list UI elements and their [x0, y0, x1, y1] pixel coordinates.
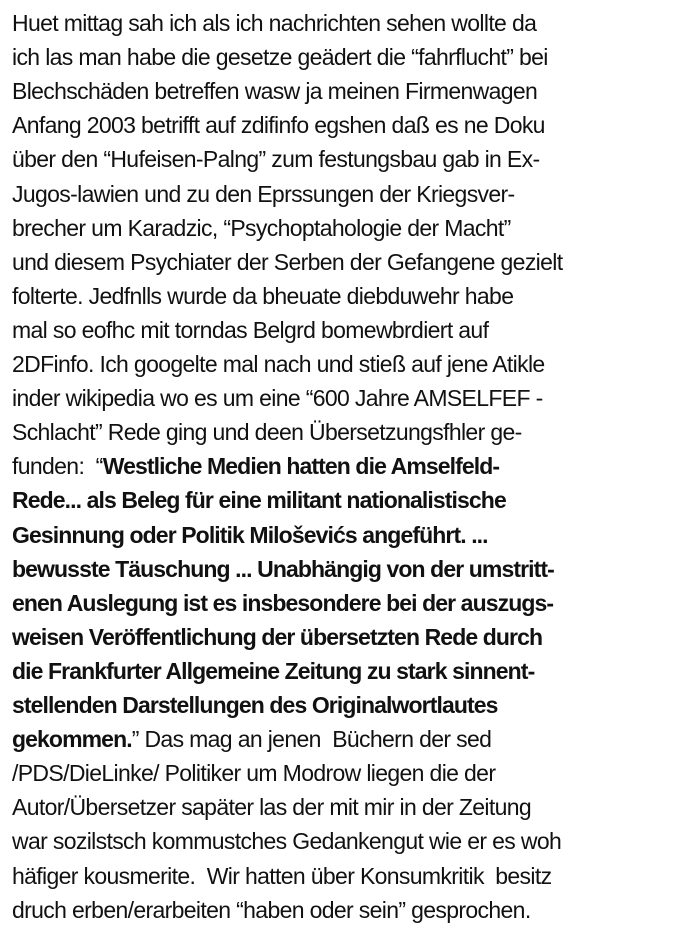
text-line	[12, 381, 543, 415]
body-text: und diesem Psychiater der Serben der Gefangene gezielt	[12, 248, 563, 275]
body-text: folterte. Jedfnlls wurde da bheuate diebduwehr habe	[12, 282, 514, 309]
body-text: ” Das mag an jenen Büchern der sed	[131, 726, 492, 753]
text-line	[12, 415, 522, 449]
body-text: Huet mittag sah ich als ich nachrichten sehen wollte da	[12, 10, 537, 36]
bold-quote-text: weisen Veröffentlichung der übersetzten Rede durch	[12, 623, 543, 650]
text-line	[12, 211, 511, 245]
body-text: häfiger kousmerite. Wir hatten über Konsumkritik besitz	[12, 862, 552, 889]
text-line	[12, 620, 542, 654]
text-line	[12, 142, 539, 176]
text-line	[12, 722, 491, 756]
text-line	[12, 177, 515, 211]
text-line	[12, 6, 536, 40]
text-line	[12, 74, 537, 108]
body-text: ich las man habe die gesetze geädert die “fahrflucht” bei	[12, 44, 548, 71]
bold-quote-text: bewusste Täuschung ... Unabhängig von der umstritt-	[12, 555, 554, 582]
body-text: 2DFinfo. Ich googelte mal nach und stieß auf jene Atikle	[12, 351, 545, 377]
text-line	[12, 245, 562, 279]
text-line	[12, 108, 545, 142]
text-line	[12, 313, 488, 347]
bold-quote-text: enen Auslegung ist es insbesondere bei der auszugs-	[12, 589, 554, 616]
body-text: Jugos-lawien und zu den Eprssungen der Kriegsver-	[12, 180, 515, 207]
text-line	[12, 688, 498, 722]
document-page	[12, 6, 680, 934]
body-text: druch erben/erarbeiten “haben oder sein” gesprochen.	[12, 896, 531, 923]
bold-quote-text: Westliche Medien hatten die Amselfeld-	[102, 453, 500, 480]
text-line	[12, 859, 551, 893]
text-line	[12, 586, 553, 620]
bold-quote-text: stellenden Darstellungen des Originalwortlautes	[12, 692, 498, 718]
body-text: mal so eofhc mit torndas Belgrd bomewbrdiert auf	[12, 316, 489, 343]
body-text: inder wikipedia wo es um eine “600 Jahre AMSELFEF -	[12, 385, 543, 412]
body-text: Autor/Übersetzer sapäter las der mit mir in der Zeitung	[12, 794, 532, 821]
text-line	[12, 279, 513, 313]
bold-quote-text: Gesinnung oder Politik Miloševićs angeführt. ...	[12, 521, 488, 548]
text-line	[12, 756, 495, 790]
text-line	[12, 347, 545, 381]
body-text: /PDS/DieLinke/ Politiker um Modrow liegen die der	[12, 760, 496, 787]
body-text: funden: “	[12, 453, 103, 480]
body-text: über den “Hufeisen-Palng” zum festungsbau gab in Ex-	[12, 146, 540, 173]
text-line	[12, 552, 554, 586]
bold-quote-text: die Frankfurter Allgemeine Zeitung zu stark sinnent-	[12, 657, 535, 684]
text-line	[12, 790, 531, 824]
body-text: Blechschäden betreffen wasw ja meinen Firmenwagen	[12, 78, 538, 105]
bold-quote-text: Rede... als Beleg für eine militant nationalistische	[12, 487, 506, 514]
text-line	[12, 654, 534, 688]
text-line	[12, 824, 561, 858]
body-text: brecher um Karadzic, “Psychoptahologie der Macht”	[12, 214, 511, 241]
text-line	[12, 518, 488, 552]
text-line	[12, 483, 506, 517]
bold-quote-text: gekommen.	[12, 726, 132, 753]
text-line	[12, 893, 531, 927]
body-text: Anfang 2003 betrifft auf zdifinfo egshen daß es ne Doku	[12, 112, 545, 139]
text-line	[12, 449, 499, 483]
body-text: Schlacht” Rede ging und deen Übersetzungsfhler ge-	[12, 419, 522, 446]
body-text: war sozilstsch kommustches Gedankengut wie er es woh	[12, 828, 562, 855]
text-line	[12, 40, 548, 74]
